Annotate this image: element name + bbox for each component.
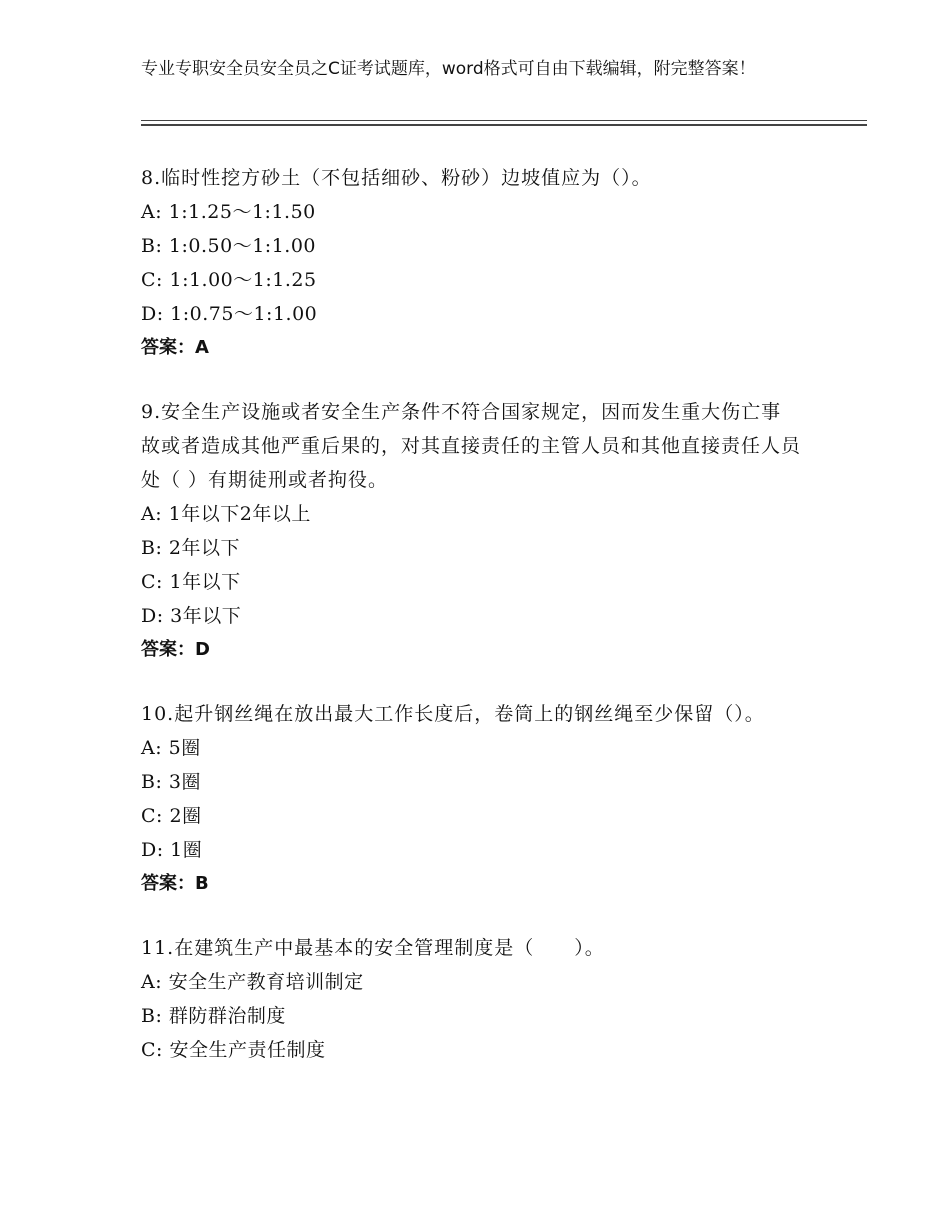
option-a: A: 安全生产教育培训制定	[141, 971, 364, 993]
option-b: B: 群防群治制度	[141, 1005, 286, 1027]
question-stem: 8.临时性挖方砂土（不包括细砂、粉砂）边坡值应为（）。	[141, 167, 652, 189]
answer: 答案：D	[141, 639, 210, 660]
option-b: B: 1:0.50～1:1.00	[141, 235, 316, 257]
question-9	[141, 395, 801, 667]
document-header: 专业专职安全员安全员之C证考试题库，word格式可自由下载编辑，附完整答案！	[141, 59, 756, 79]
option-b: B: 2年以下	[141, 537, 240, 559]
option-d: D: 1:0.75～1:1.00	[141, 303, 318, 325]
option-c: C: 1:1.00～1:1.25	[141, 269, 317, 291]
question-8	[141, 161, 801, 365]
option-a: A: 5圈	[141, 737, 201, 759]
option-a: A: 1年以下2年以上	[141, 503, 311, 525]
question-10	[141, 697, 801, 901]
question-stem: 9.安全生产设施或者安全生产条件不符合国家规定，因而发生重大伤亡事故或者造成其他严重后果的，对其直接责任的主管人员和其他直接责任人员处（ ）有期徒刑或者拘役。	[141, 401, 802, 491]
option-a: A: 1:1.25～1:1.50	[141, 201, 316, 223]
answer: 答案：B	[141, 873, 209, 894]
question-list	[141, 161, 801, 1097]
option-c: C: 1年以下	[141, 571, 241, 593]
option-d: D: 1圈	[141, 839, 203, 861]
header-divider	[141, 120, 867, 126]
question-stem: 10.起升钢丝绳在放出最大工作长度后，卷筒上的钢丝绳至少保留（）。	[141, 703, 765, 725]
option-d: D: 3年以下	[141, 605, 242, 627]
option-b: B: 3圈	[141, 771, 201, 793]
option-c: C: 安全生产责任制度	[141, 1039, 326, 1061]
answer: 答案：A	[141, 337, 209, 358]
question-stem: 11.在建筑生产中最基本的安全管理制度是（ ）。	[141, 937, 605, 959]
option-c: C: 2圈	[141, 805, 202, 827]
question-11	[141, 931, 801, 1067]
